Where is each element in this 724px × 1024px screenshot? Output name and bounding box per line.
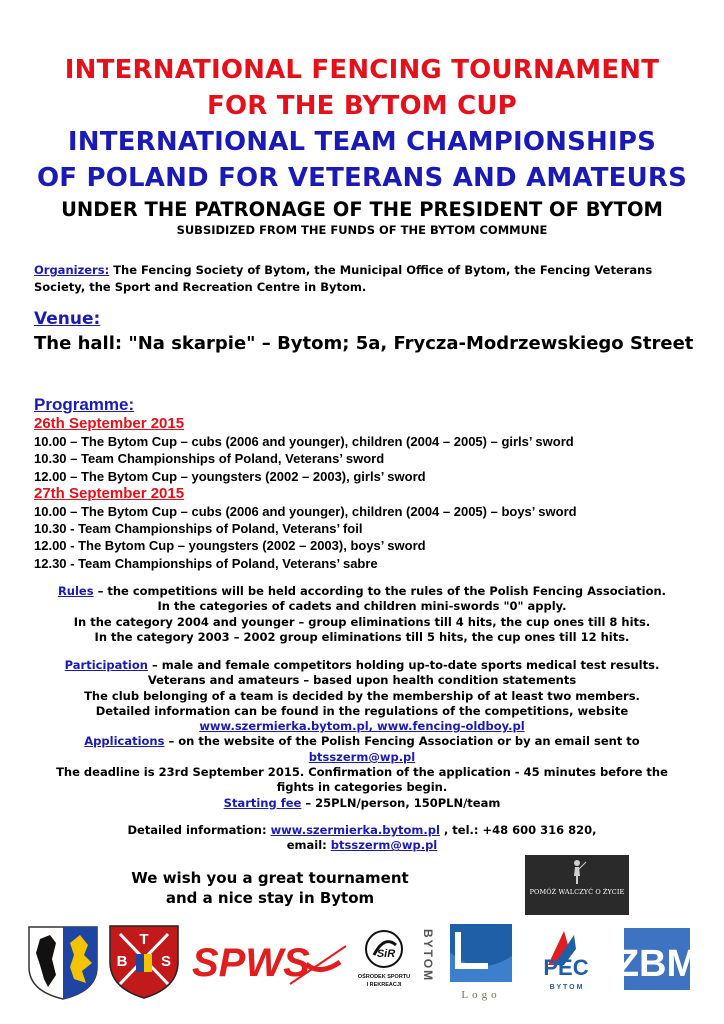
osir-city: BYTOM xyxy=(421,929,435,983)
bts-letter-s: S xyxy=(160,953,172,970)
deadline-text: The deadline is 23rd September 2015. Confirmation of the application - 45 minutes before the fights in categories begin. xyxy=(56,765,668,795)
wish-line-1: We wish you a great tournament xyxy=(131,869,409,887)
osir-short: SiR xyxy=(376,948,396,960)
osir-line-2: I REKREACJI xyxy=(366,982,402,988)
rules-section xyxy=(30,584,694,645)
day-1-date: 26th September 2015 xyxy=(34,415,185,432)
programme-section xyxy=(34,395,694,572)
contact-email-link[interactable]: btsszerm@wp.pl xyxy=(330,838,438,853)
applications-text: – on the website of the Polish Fencing Association or by an email sent to xyxy=(164,734,640,749)
osir-logo xyxy=(357,925,440,1003)
title-blue-line-1: INTERNATIONAL TEAM CHAMPIONSHIPS xyxy=(67,127,657,157)
spws-logo xyxy=(190,932,350,990)
rules-line-4: In the category 2003 – 2002 group eliminations till 5 hits, the cup ones till 12 hits. xyxy=(94,629,630,644)
contact-label: Detailed information: xyxy=(127,823,271,837)
wish-line-2: and a nice stay in Bytom xyxy=(165,889,375,907)
contact-email-label: email: xyxy=(286,838,331,853)
zbm-logo xyxy=(615,924,699,994)
zbm-text: ZBM xyxy=(615,943,699,985)
programme-item: 12.00 - The Bytom Cup – youngsters (2002 – 2003), boys’ sword xyxy=(34,538,426,554)
bts-letter-t: T xyxy=(139,931,149,948)
contact-section xyxy=(30,823,694,854)
blue-logo xyxy=(448,922,514,1002)
pec-text: PEC xyxy=(543,955,589,980)
starting-fee-link[interactable]: Starting fee xyxy=(223,795,302,810)
pec-logo xyxy=(518,925,614,993)
programme-item: 12.30 - Team Championships of Poland, Veterans’ sabre xyxy=(34,555,378,571)
header xyxy=(0,52,724,238)
pwoz-logo xyxy=(525,855,629,915)
patronage-line: UNDER THE PATRONAGE OF THE PRESIDENT OF BYTOM xyxy=(61,198,663,221)
title-red-line-1: INTERNATIONAL FENCING TOURNAMENT xyxy=(64,55,660,85)
participation-section xyxy=(30,658,694,811)
fencer-figure-icon xyxy=(567,859,587,885)
rules-line-1: – the competitions will be held according to the rules of the Polish Fencing Association. xyxy=(93,584,667,598)
contact-tel: , tel.: +48 600 316 820, xyxy=(439,823,597,837)
pec-city: B Y T O M xyxy=(549,984,583,991)
contact-website-link[interactable]: www.szermierka.bytom.pl xyxy=(270,823,440,837)
venue-heading: Venue: xyxy=(34,309,101,329)
organizers-label: Organizers: xyxy=(34,263,110,277)
participation-line-2: Veterans and amateurs – based upon health condition statements xyxy=(147,673,577,688)
participation-line-4: Detailed information can be found in the regulations of the competitions, website xyxy=(95,703,629,718)
rules-line-3: In the category 2004 and younger – group eliminations till 4 hits, the cup ones till 8 hits. xyxy=(73,614,651,629)
bytom-coat-of-arms-icon xyxy=(26,925,100,1001)
title-blue-line-2: OF POLAND FOR VETERANS AND AMATEURS xyxy=(36,163,688,193)
bts-letter-b: B xyxy=(116,953,128,970)
spws-text: SPWS xyxy=(192,941,310,985)
programme-heading: Programme: xyxy=(34,395,135,414)
programme-item: 10.30 - Team Championships of Poland, Veterans’ foil xyxy=(34,521,363,537)
email-link[interactable]: btsszerm@wp.pl xyxy=(308,749,416,764)
organizers-paragraph xyxy=(34,262,694,296)
osir-line-1: OŚRODEK SPORTU xyxy=(357,974,411,980)
participation-line-1: – male and female competitors holding up-to-date sports medical test results. xyxy=(147,658,660,672)
websites-link[interactable]: www.szermierka.bytom.pl, www.fencing-oldboy.pl xyxy=(199,719,525,734)
day-2-date: 27th September 2015 xyxy=(34,484,185,502)
bts-club-logo xyxy=(104,922,184,1000)
participation-line-3: The club belonging of a team is decided by the membership of at least two members. xyxy=(84,688,640,703)
participation-link[interactable]: Participation xyxy=(64,658,148,672)
rules-link[interactable]: Rules xyxy=(57,584,94,598)
venue-text: The hall: "Na skarpie" – Bytom; 5a, Frycza-Modrzewskiego Street xyxy=(34,333,694,354)
starting-fee-text: – 25PLN/person, 150PLN/team xyxy=(301,795,501,810)
wish-message xyxy=(60,868,480,908)
applications-link[interactable]: Applications xyxy=(84,734,165,749)
programme-item: 12.00 – The Bytom Cup – youngsters (2002 – 2003), girls’ sword xyxy=(34,468,426,484)
organizers-text: The Fencing Society of Bytom, the Municipal Office of Bytom, the Fencing Veterans Society, the Sport and Recreation Centre in Bytom. xyxy=(34,263,653,294)
logo-text: Logo xyxy=(461,989,501,1001)
rules-line-2: In the categories of cadets and children mini-swords "0" apply. xyxy=(157,599,567,614)
programme-item: 10.00 – The Bytom Cup – cubs (2006 and younger), children (2004 – 2005) – boys’ sword xyxy=(34,503,577,519)
subsidized-line: SUBSIDIZED FROM THE FUNDS OF THE BYTOM COMMUNE xyxy=(176,223,548,237)
pwoz-text: POMÓŻ WALCZYĆ O ŻYCIE xyxy=(529,888,625,896)
programme-item: 10.30 – Team Championships of Poland, Veterans’ sword xyxy=(34,451,385,467)
programme-item: 10.00 – The Bytom Cup – cubs (2006 and younger), children (2004 – 2005) – girls’ sword xyxy=(34,434,574,449)
title-red-line-2: FOR THE BYTOM CUP xyxy=(207,91,517,121)
